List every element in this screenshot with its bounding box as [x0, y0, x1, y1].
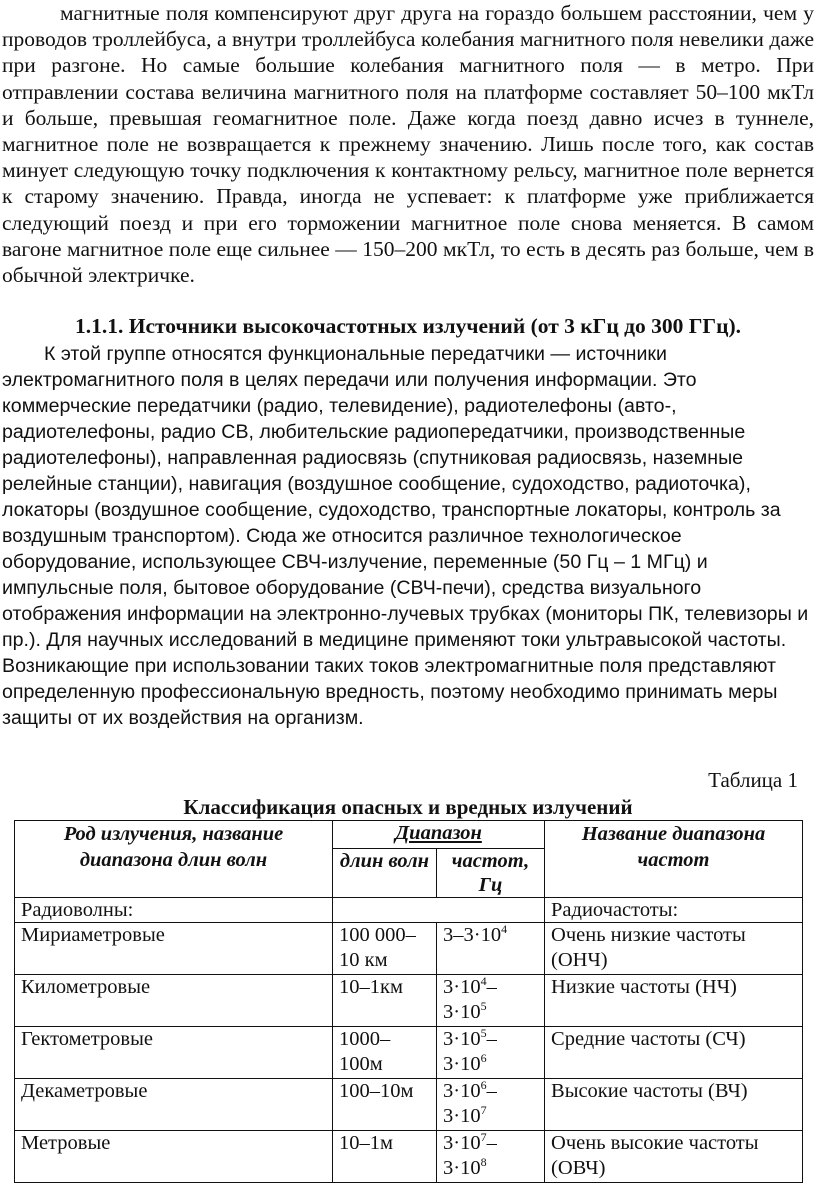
cell-wavelength: 10–1м	[333, 1131, 437, 1183]
frequency-to-exponent: 5	[480, 999, 487, 1014]
frequency-from: 3·10	[443, 1028, 481, 1050]
range-dash: –	[486, 976, 497, 998]
header-wavelength: длин волн	[333, 849, 437, 898]
frequency-to-exponent: 8	[480, 1155, 487, 1170]
frequency-from-exponent: 5	[480, 1026, 487, 1041]
range-dash: –	[486, 1080, 497, 1102]
cell-range-name: Гектометровые	[15, 1027, 333, 1079]
body-paragraph-2: К этой группе относятся функциональные передатчики — источники электромагнитного поля в целях передачи или получения информации. Это коммерческие передатчики (радио, телевидение), радиотелефоны (авто-, радиотелефоны, радио СВ, любительские радиопередатчики, производственные радиотелефоны), направленная радиосвязь (спутниковая радиосвязь, наземные релейные станции), навигация (воздушное сообщение, судоходство, радиоточка), локаторы (воздушное сообщение, судоходство, транспортные локаторы, контроль за воздушным транспортом). Сюда же относится различное технологическое оборудование, использующее СВЧ-излучение, переменные (50 Гц – 1 МГц) и импульсные поля, бытовое оборудование (СВЧ-печи), средства визуального отображения информации на электронно-лучевых трубках (мониторы ПК, телевизоры и пр.). Для научных исследований в медицине применяют токи ультравысокой частоты. Возникающие при использовании таких токов электромагнитные поля представляют определенную профессиональную вредность, поэтому необходимо принимать меры защиты от их воздействия на организм.	[2, 343, 809, 729]
cell-frequency	[437, 1131, 545, 1183]
cell-wavelength: 10–1км	[333, 975, 437, 1027]
cell-band-name: Средние частоты (СЧ)	[545, 1027, 803, 1079]
section-label-radiofrequencies: Радиочастоты:	[545, 898, 803, 923]
cell-frequency	[437, 1079, 545, 1131]
frequency-from-exponent: 6	[480, 1078, 487, 1093]
body-paragraph-1: магнитные поля компенсируют друг друга на гораздо большем расстоянии, чем у проводов троллейбуса, а внутри троллейбуса колебания магнитного поля невелики даже при разгоне. Но самые большие колебания магнитного поля — в метро. При отправлении состава величина магнитного поля на платформе составляет 50–100 мкТл и больше, превышая геомагнитное поле. Даже когда поезд давно исчез в туннеле, магнитное поле не возвращается к прежнему значению. Лишь после того, как состав минует следующую точку подключения к контактному рельсу, магнитное поле вернется к старому значению. Правда, иногда не успевает: к платформе уже приближается следующий поезд и при его торможении магнитное поле снова меняется. В самом вагоне магнитное поле еще сильнее — 150–200 мкТл, то есть в десять раз больше, чем в обычной электричке.	[2, 1, 814, 288]
cell-band-name: Высокие частоты (ВЧ)	[545, 1079, 803, 1131]
cell-frequency	[437, 1027, 545, 1079]
section-label-radiowaves: Радиоволны:	[15, 898, 333, 923]
table-row	[15, 923, 803, 975]
table-row	[15, 1131, 803, 1183]
section-heading: 1.1.1. Источники высокочастотных излучений (от 3 кГц до 300 ГГц).	[74, 314, 742, 338]
header-band-name: Название диапазона частот	[545, 821, 803, 898]
cell-frequency	[437, 923, 545, 975]
range-dash: –	[486, 1132, 497, 1154]
cell-band-name: Низкие частоты (НЧ)	[545, 975, 803, 1027]
cell-wavelength: 100 000–10 км	[333, 923, 437, 975]
header-frequency: частот, Гц	[437, 849, 545, 898]
cell-range-name: Декаметровые	[15, 1079, 333, 1131]
frequency-to-exponent: 7	[480, 1103, 487, 1118]
table-row	[15, 1027, 803, 1079]
frequency-to-exponent: 6	[480, 1051, 487, 1066]
table-label: Таблица 1	[708, 768, 798, 792]
frequency-from: 3·10	[443, 1132, 481, 1154]
cell-frequency	[437, 975, 545, 1027]
classification-table	[14, 820, 803, 1183]
cell-wavelength: 1000–100м	[333, 1027, 437, 1079]
cell-range-name: Километровые	[15, 975, 333, 1027]
cell-band-name: Очень низкие частоты (ОНЧ)	[545, 923, 803, 975]
frequency-from-exponent: 4	[480, 974, 487, 989]
header-range: Диапазон	[333, 821, 545, 849]
frequency-to: 3·10	[443, 1157, 481, 1179]
cell-range-name: Мириаметровые	[15, 923, 333, 975]
cell-wavelength: 100–10м	[333, 1079, 437, 1131]
frequency-from-exponent: 4	[501, 922, 508, 937]
frequency-from: 3·10	[443, 976, 481, 998]
cell-band-name: Очень высокие частоты (ОВЧ)	[545, 1131, 803, 1183]
header-radiation-type: Род излучения, название диапазона длин волн	[15, 821, 333, 898]
table-row	[15, 1079, 803, 1131]
table-row	[15, 975, 803, 1027]
range-dash: –	[486, 1028, 497, 1050]
table-body	[15, 923, 803, 1183]
frequency-from-exponent: 7	[480, 1130, 487, 1145]
section-empty-cell	[333, 898, 545, 923]
table-title: Классификация опасных и вредных излучений	[183, 795, 633, 819]
frequency-from: 3–3·10	[443, 924, 502, 946]
frequency-to: 3·10	[443, 1105, 481, 1127]
frequency-to: 3·10	[443, 1053, 481, 1075]
frequency-from: 3·10	[443, 1080, 481, 1102]
cell-range-name: Метровые	[15, 1131, 333, 1183]
frequency-to: 3·10	[443, 1001, 481, 1023]
